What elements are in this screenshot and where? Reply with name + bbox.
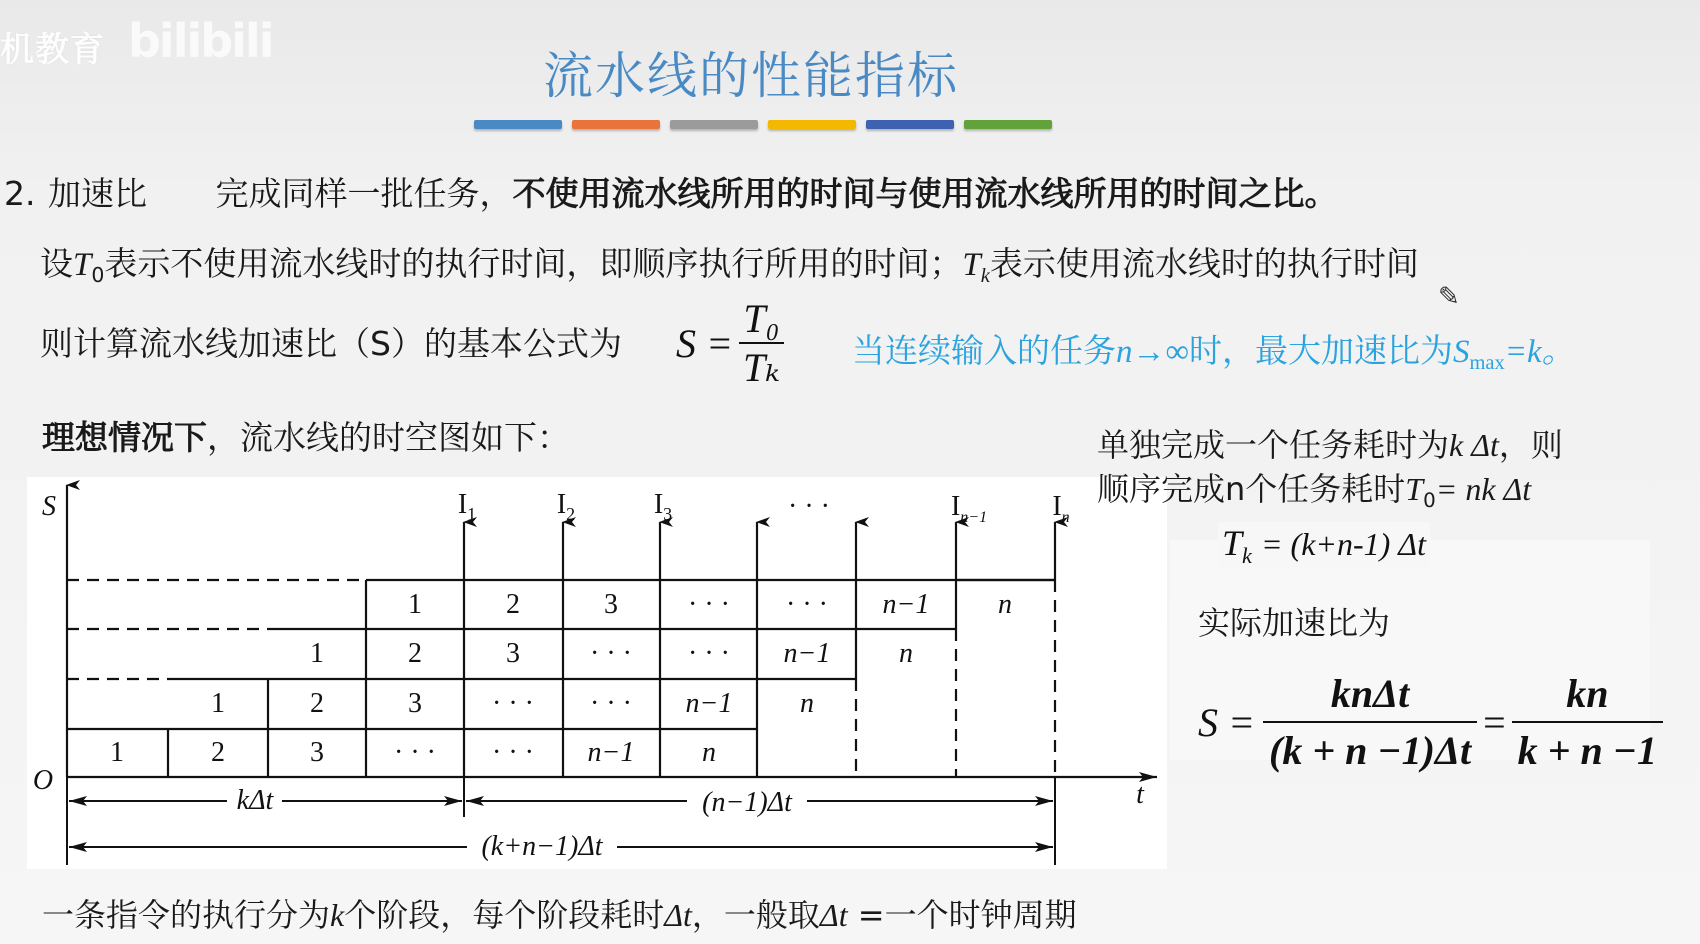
cell-r3-c3: 3 <box>506 638 520 669</box>
instr-label-2: $I_2$ <box>556 489 576 524</box>
cell-r2-c7: n <box>800 688 814 719</box>
speedup-equals: = <box>1483 699 1506 745</box>
pencil-cursor-icon: ✎ <box>1438 282 1460 312</box>
footer-dt-1: Δt <box>664 897 692 933</box>
cell-r4-c6: n−1 <box>882 589 930 620</box>
speedup-formula <box>676 295 784 391</box>
actual-speedup-formula <box>1198 670 1663 774</box>
dim-total-dt: (k+n−1)Δt <box>481 831 603 862</box>
slide-title: 流水线的性能指标 <box>543 47 959 105</box>
instr-label-3: $I_3$ <box>653 489 673 524</box>
title-color-bars <box>474 120 1052 129</box>
tk-description: 表示使用流水线时的执行时间 <box>989 244 1419 283</box>
color-bar-3 <box>670 120 758 129</box>
section-name: 加速比 <box>48 174 147 213</box>
sequential-text: 顺序完成n个任务耗时 <box>1097 470 1406 508</box>
footer-text-c: ，一般取 <box>691 896 820 934</box>
cell-r2-c5: · · · <box>590 688 632 719</box>
single-task-text: 单独完成一个任务耗时为 <box>1097 426 1450 464</box>
speedup-formula-text: 则计算流水线加速比（S）的基本公式为 <box>40 324 622 363</box>
single-task-k-dt: k Δt <box>1449 427 1499 463</box>
instr-label-n: $I_n$ <box>1052 491 1070 526</box>
definition-bold: 不使用流水线所用的时间与使用流水线所用的时间之比。 <box>512 174 1338 213</box>
cell-r3-c4: · · · <box>590 638 632 669</box>
cell-r4-c7: n <box>998 589 1012 620</box>
t0-description: 表示不使用流水线时的执行时间，即顺序执行所用的时间； <box>104 244 963 283</box>
footer-text-b: 个阶段，每个阶段耗时 <box>344 896 665 934</box>
tk-subscript: k <box>980 265 990 288</box>
cell-r2-c2: 2 <box>310 688 324 719</box>
speedup-den-1: (k + n −1)Δt <box>1263 721 1477 774</box>
section-number: 2. <box>4 174 36 213</box>
note-eq: =k。 <box>1504 334 1575 370</box>
cell-r1-c7: n <box>702 737 716 768</box>
dim-n-minus-1-dt: (n−1)Δt <box>702 787 792 818</box>
speedup-num-2: kn <box>1566 671 1609 716</box>
intro-normal: ，流水线的时空图如下： <box>207 418 570 457</box>
tk-formula-symbol: T <box>1222 523 1243 563</box>
axis-x-label: t <box>1136 779 1144 810</box>
cell-r1-c4: · · · <box>394 737 436 768</box>
color-bar-4 <box>768 120 856 129</box>
cell-r4-c3: 3 <box>604 589 618 620</box>
cell-r1-c1: 1 <box>110 737 124 768</box>
t0-subscript: 0 <box>91 263 105 288</box>
speedup-den-2: k + n −1 <box>1512 721 1663 774</box>
formula-numerator: T₀ <box>743 296 780 341</box>
space-time-diagram <box>27 477 1167 869</box>
footer-dt-2: Δt <box>819 897 848 933</box>
intro-bold: 理想情况下 <box>42 418 207 457</box>
cell-r3-c2: 2 <box>408 638 422 669</box>
cell-r2-c6: n−1 <box>685 688 733 719</box>
seq-t0-value: = nk Δt <box>1435 471 1532 507</box>
seq-t0-sub: 0 <box>1423 488 1436 512</box>
axis-y-label: S <box>42 491 56 522</box>
cell-r2-c3: 3 <box>408 688 422 719</box>
cell-r1-c5: · · · <box>492 737 534 768</box>
cell-r4-c2: 2 <box>506 589 520 620</box>
definition-normal: 完成同样一批任务， <box>215 174 513 213</box>
cell-r3-c7: n <box>899 638 913 669</box>
note-mid: 时，最大加速比为 <box>1189 331 1454 370</box>
cell-r3-c6: n−1 <box>783 638 831 669</box>
note-prefix: 当连续输入的任务 <box>852 331 1116 370</box>
footer-text-a: 一条指令的执行分为 <box>42 896 331 934</box>
speedup-lhs: S = <box>1198 699 1255 745</box>
text-prefix: 设 <box>40 244 73 283</box>
note-smax: S <box>1453 334 1470 370</box>
color-bar-6 <box>964 120 1052 129</box>
max-speedup-note <box>852 325 1575 375</box>
tk-formula-sub: k <box>1242 542 1252 568</box>
instr-label-n-minus-1: $I_{n-1}$ <box>950 491 988 526</box>
cell-r3-c5: · · · <box>688 638 730 669</box>
note-smax-sub: max <box>1469 352 1505 375</box>
formula-lhs: S = <box>676 320 733 366</box>
color-bar-2 <box>572 120 660 129</box>
color-bar-1 <box>474 120 562 129</box>
section-heading <box>4 168 1338 215</box>
footer-note <box>42 890 1077 936</box>
cell-r2-c1: 1 <box>211 688 225 719</box>
speedup-num-1: knΔt <box>1330 671 1410 716</box>
color-bar-5 <box>866 120 954 129</box>
footer-text-d: =一个时钟周期 <box>847 896 1077 934</box>
note-arrow: →∞ <box>1132 334 1190 370</box>
actual-speedup-label: 实际加速比为 <box>1198 604 1391 642</box>
speedup-fraction-1 <box>1263 670 1477 774</box>
instr-label-1: $I_1$ <box>457 489 477 524</box>
dim-k-dt: kΔt <box>236 785 274 816</box>
tk-formula-rhs: = (k+n-1) Δt <box>1260 526 1426 562</box>
cell-r4-c1: 1 <box>408 589 422 620</box>
seq-t0-symbol: T <box>1405 471 1424 507</box>
formula-fraction <box>739 295 784 391</box>
cell-r1-c2: 2 <box>211 737 225 768</box>
tk-formula <box>1218 522 1430 569</box>
bilibili-logo-watermark: bilibili <box>128 14 273 68</box>
cell-r4-c4: · · · <box>688 589 730 620</box>
instr-label-ellipsis: · · · <box>788 491 830 522</box>
single-task-time <box>1097 420 1563 466</box>
single-task-tail: ，则 <box>1498 426 1563 464</box>
cell-r3-c1: 1 <box>310 638 324 669</box>
channel-watermark: 机教育 <box>0 30 105 70</box>
t0-symbol: T <box>73 247 92 283</box>
t0-tk-definition <box>40 238 1419 288</box>
footer-k: k <box>330 897 345 933</box>
speedup-fraction-2 <box>1512 670 1663 774</box>
origin-label: O <box>32 765 54 796</box>
tk-symbol: T <box>962 247 981 283</box>
cell-r4-c5: · · · <box>786 589 828 620</box>
sequential-time <box>1097 464 1531 512</box>
cell-r1-c3: 3 <box>310 737 324 768</box>
cell-r2-c4: · · · <box>492 688 534 719</box>
cell-r1-c6: n−1 <box>587 737 635 768</box>
formula-denominator: Tₖ <box>739 342 784 391</box>
note-n: n <box>1116 334 1133 370</box>
diagram-intro <box>42 412 570 459</box>
space-time-diagram-svg <box>27 477 1167 869</box>
